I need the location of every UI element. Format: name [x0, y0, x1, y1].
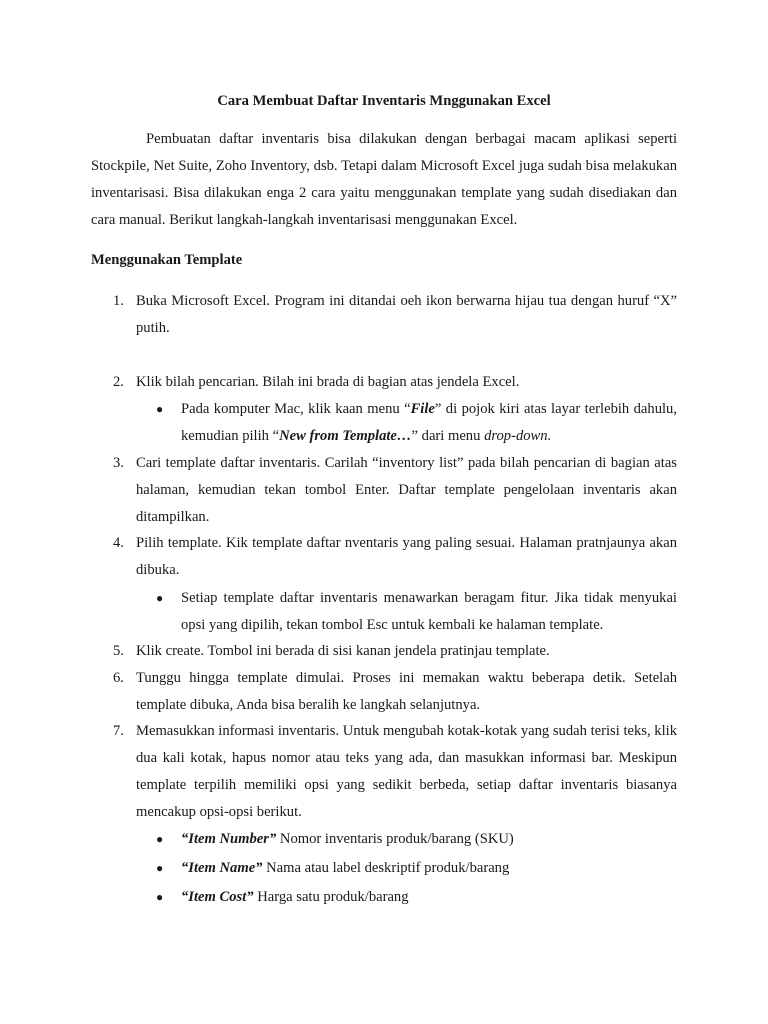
list-number: 7.: [113, 723, 124, 739]
list-item: [91, 369, 677, 396]
list-number: 5.: [113, 643, 124, 659]
sub-list-item-text: Pada komputer Mac, klik kaan menu “File” di pojok kiri atas layar terlebih dahulu, kemudian pilih “New from Template…” dari menu drop-down.: [181, 401, 678, 444]
list-number: 6.: [113, 670, 124, 686]
list-item-text: Buka Microsoft Excel. Program ini ditandai oeh ikon berwarna hijau tua dengan huruf “X” putih.: [136, 293, 677, 336]
list-item-text: Pilih template. Kik template daftar nventaris yang paling sesuai. Halaman pratnjaunya akan dibuka.: [136, 535, 677, 578]
list-number: 1.: [113, 293, 124, 309]
field-text: “Item Name” Nama atau label deskriptif produk/barang: [181, 860, 510, 876]
sub-list-item: [91, 396, 677, 450]
field-text: “Item Number” Nomor inventaris produk/barang (SKU): [181, 831, 514, 847]
field-list-item: [91, 884, 677, 911]
bullet-icon: ●: [156, 890, 164, 904]
field-list-item: [91, 855, 677, 882]
list-item-text: Klik create. Tombol ini berada di sisi kanan jendela pratinjau template.: [136, 643, 550, 659]
field-list-item: [91, 826, 677, 853]
list-number: 3.: [113, 455, 124, 471]
list-item: [91, 450, 677, 531]
bullet-icon: ●: [156, 832, 164, 846]
document-title: Cara Membuat Daftar Inventaris Mnggunakan Excel: [217, 93, 551, 109]
list-item: [91, 718, 677, 826]
list-item-text: Klik bilah pencarian. Bilah ini brada di bagian atas jendela Excel.: [136, 374, 520, 390]
list-item-text: Tunggu hingga template dimulai. Proses ini memakan waktu beberapa detik. Setelah template dibuka, Anda bisa beralih ke langkah selanjutnya.: [136, 670, 677, 713]
list-item: [91, 638, 677, 665]
list-item: [91, 665, 677, 719]
list-item-text: Memasukkan informasi inventaris. Untuk mengubah kotak-kotak yang sudah terisi teks, klik dua kali kotak, hapus nomor atau teks yang ada, dan masukkan informasi bar. Meskipun template terpilih memiliki opsi yang sedikit berbeda, setiap daftar inventaris biasanya mencakup opsi-opsi berikut.: [136, 723, 677, 820]
sub-list-item-text: Setiap template daftar inventaris menawarkan beragam fitur. Jika tidak menyukai opsi yang dipilih, tekan tombol Esc untuk kembali ke halaman template.: [181, 590, 677, 633]
field-text: “Item Cost” Harga satu produk/barang: [181, 889, 409, 905]
list-number: 2.: [113, 374, 124, 390]
list-item: [91, 288, 677, 342]
list-item-text: Cari template daftar inventaris. Carilah “inventory list” pada bilah pencarian di bagian atas halaman, kemudian tekan tombol Enter. Daftar template pengelolaan inventaris akan ditampilkan.: [136, 455, 677, 525]
list-item: [91, 530, 677, 584]
list-number: 4.: [113, 535, 124, 551]
intro-paragraph: Pembuatan daftar inventaris bisa dilakukan dengan berbagai macam aplikasi seperti Stockpile, Net Suite, Zoho Inventory, dsb. Tetapi dalam Microsoft Excel juga sudah bisa melakukan inventarisasi. Bisa dilakukan enga 2 cara yaitu menggunakan template yang sudah disediakan dan cara manual. Berikut langkah-langkah inventarisasi menggunakan Excel.: [91, 131, 677, 228]
sub-list-item: [91, 585, 677, 639]
bullet-icon: ●: [156, 402, 164, 416]
section-heading: Menggunakan Template: [91, 252, 243, 268]
bullet-icon: ●: [156, 591, 164, 605]
bullet-icon: ●: [156, 861, 164, 875]
